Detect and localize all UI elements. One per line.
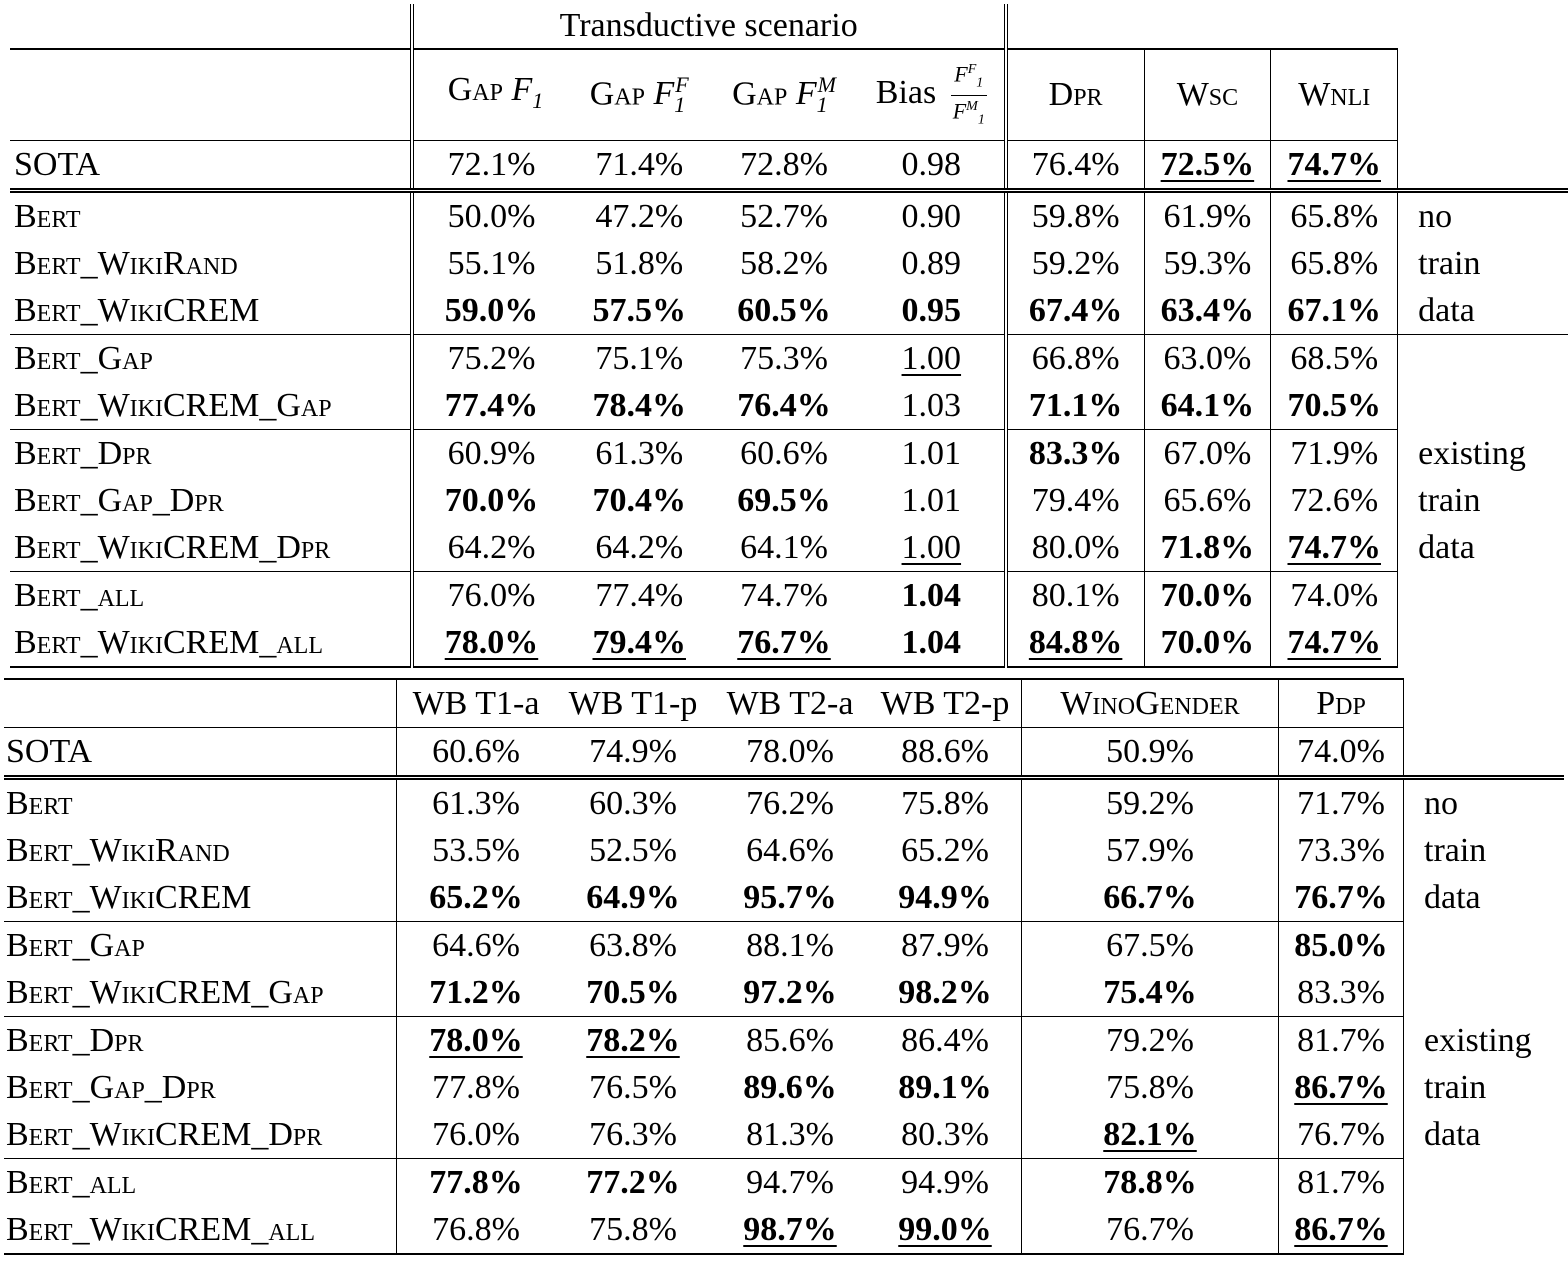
table-row [4, 874, 1564, 922]
table-row [10, 287, 1568, 335]
empty-cell [1398, 572, 1568, 620]
cell: 76.7% [709, 619, 859, 667]
header-gap-f1-male: Gap $F_1^M$ [709, 49, 859, 141]
cell: 75.1% [569, 335, 709, 383]
table-row [4, 1017, 1564, 1065]
cell: 59.2% [1022, 778, 1279, 828]
header-gap-f1: Gap $F_1$ [412, 49, 570, 141]
empty-cell [1398, 382, 1568, 430]
cell: 79.4% [569, 619, 709, 667]
table-row [4, 1064, 1564, 1111]
group-note: data [1418, 529, 1475, 567]
cell: 70.5% [586, 974, 680, 1011]
cell: 59.3% [1144, 240, 1271, 287]
table-row-sota [4, 728, 1564, 778]
empty-header-cell [1006, 4, 1398, 49]
table-row [4, 969, 1564, 1017]
cell: 64.2% [595, 529, 684, 567]
cell: 64.6% [397, 922, 556, 970]
cell: 59.0% [444, 292, 539, 330]
row-label: Bert_WikiCREM_all [4, 1206, 397, 1254]
cell: 75.8% [869, 778, 1022, 828]
cell: 86.7% [1279, 1064, 1404, 1111]
cell: 61.9% [1144, 191, 1271, 241]
row-label: Bert [10, 191, 412, 241]
header-dpr: Dpr [1006, 49, 1144, 141]
cell: 81.3% [746, 1116, 834, 1153]
cell: 76.7% [1022, 1206, 1279, 1254]
cell: 65.2% [869, 827, 1022, 874]
cell: 71.1% [1006, 382, 1144, 430]
cell: 94.9% [869, 1159, 1022, 1207]
cell: 74.0% [1279, 728, 1404, 778]
cell: 83.3% [1006, 430, 1144, 478]
cell: 75.3% [709, 335, 859, 383]
empty-cell [1404, 1206, 1565, 1254]
cell: 72.1% [412, 141, 570, 191]
row-label: Bert_WikiCREM_Dpr [4, 1111, 397, 1159]
cell: 59.2% [1006, 240, 1144, 287]
cell: 69.5% [737, 482, 831, 520]
cell: 53.5% [432, 832, 520, 869]
empty-cell [1404, 679, 1565, 728]
cell: 65.6% [1144, 477, 1271, 524]
cell: 76.8% [397, 1206, 556, 1254]
row-label: Bert_Dpr [4, 1017, 397, 1065]
row-label: Bert_WikiCREM_Gap [4, 969, 397, 1017]
row-label: SOTA [4, 728, 397, 778]
empty-cell [1398, 335, 1568, 383]
table-row [4, 1111, 1564, 1159]
cell: 64.6% [746, 832, 834, 869]
cell: 81.7% [1279, 1159, 1404, 1207]
cell: 80.0% [1006, 524, 1144, 572]
cell: 0.95 [859, 287, 1006, 335]
cell: 71.4% [569, 141, 709, 191]
group-note: data [1418, 292, 1475, 330]
cell: 83.3% [1279, 969, 1404, 1017]
group-note: no [1404, 778, 1565, 828]
empty-header-name [4, 679, 397, 728]
row-label: Bert_WikiCREM_Dpr [10, 524, 412, 572]
group-note: train [1418, 245, 1481, 283]
table-row [10, 619, 1568, 667]
cell: 66.8% [1006, 335, 1144, 383]
cell: 78.0% [711, 728, 869, 778]
cell: 76.0% [432, 1116, 520, 1153]
header-wb-t2a: WB T2-a [711, 679, 869, 728]
cell: 1.00 [859, 335, 1006, 383]
empty-cell [1404, 1159, 1565, 1207]
cell: 72.6% [1271, 477, 1398, 524]
header-wsc: Wsc [1144, 49, 1271, 141]
bias-fraction: $\frac{F^F_1}{F^M_1}$ [951, 59, 987, 131]
row-label: Bert_WikiRand [4, 827, 397, 874]
table-row [10, 240, 1568, 287]
cell: 50.0% [412, 191, 570, 241]
cell: 71.2% [429, 974, 523, 1011]
cell: 97.2% [743, 974, 837, 1011]
cell: 78.0% [397, 1017, 556, 1065]
table-row [10, 191, 1568, 241]
cell: 67.4% [1006, 287, 1144, 335]
table-row [10, 572, 1568, 620]
empty-cell [1398, 619, 1568, 667]
empty-cell [1404, 922, 1565, 970]
cell: 80.3% [869, 1111, 1022, 1159]
cell: 86.4% [869, 1017, 1022, 1065]
cell: 59.8% [1006, 191, 1144, 241]
results-table-other-benchmarks [4, 678, 1564, 1255]
row-label: Bert_Dpr [10, 430, 412, 478]
row-label: Bert_WikiRand [10, 240, 412, 287]
cell: 74.7% [709, 572, 859, 620]
cell: 76.7% [1279, 1111, 1404, 1159]
row-label: Bert [4, 778, 397, 828]
header-wnli: Wnli [1271, 49, 1398, 141]
cell: 1.03 [859, 382, 1006, 430]
table-row [4, 778, 1564, 828]
cell: 76.4% [737, 387, 831, 425]
group-note: train [1424, 1069, 1487, 1106]
cell: 74.7% [1271, 524, 1398, 572]
cell: 77.4% [444, 387, 539, 425]
table-row [4, 922, 1564, 970]
table-row [10, 335, 1568, 383]
table-row [10, 524, 1568, 572]
cell: 71.8% [1144, 524, 1271, 572]
cell: 64.9% [586, 879, 680, 916]
cell: 89.1% [869, 1064, 1022, 1111]
empty-cell [1398, 4, 1568, 49]
cell: 67.1% [1271, 287, 1398, 335]
cell: 74.0% [1271, 572, 1398, 620]
cell: 65.2% [429, 879, 523, 916]
scenario-title: Transductive scenario [559, 7, 858, 44]
cell: 67.0% [1144, 430, 1271, 478]
cell: 50.9% [1022, 728, 1279, 778]
cell: 99.0% [869, 1206, 1022, 1254]
cell: 87.9% [869, 922, 1022, 970]
cell: 65.8% [1271, 240, 1398, 287]
cell: 77.4% [569, 572, 709, 620]
cell: 76.3% [589, 1116, 677, 1153]
cell: 75.8% [1022, 1064, 1279, 1111]
row-label: Bert_all [10, 572, 412, 620]
cell: 76.2% [711, 778, 869, 828]
cell: 89.6% [743, 1069, 837, 1106]
cell: 57.9% [1022, 827, 1279, 874]
cell: 80.1% [1006, 572, 1144, 620]
cell: 63.8% [555, 922, 711, 970]
row-label: Bert_WikiCREM_Gap [10, 382, 412, 430]
group-note: train [1418, 482, 1481, 520]
table-row-sota [10, 141, 1568, 191]
cell: 98.2% [869, 969, 1022, 1017]
cell: 0.89 [859, 240, 1006, 287]
cell: 70.5% [1271, 382, 1398, 430]
cell: 70.0% [1144, 572, 1271, 620]
cell: 76.7% [1279, 874, 1404, 922]
cell: 63.0% [1144, 335, 1271, 383]
table-row [4, 1159, 1564, 1207]
cell: 94.9% [869, 874, 1022, 922]
cell: 98.7% [711, 1206, 869, 1254]
cell: 85.6% [711, 1017, 869, 1065]
row-label: Bert_all [4, 1159, 397, 1207]
header-winogender: WinoGender [1022, 679, 1279, 728]
table-row [4, 827, 1564, 874]
header-pdp: Pdp [1279, 679, 1404, 728]
row-label: SOTA [10, 141, 412, 191]
cell: 78.4% [592, 387, 686, 425]
row-label: Bert_WikiCREM [10, 287, 412, 335]
row-label: Bert_WikiCREM [4, 874, 397, 922]
cell: 57.5% [592, 292, 686, 330]
row-label: Bert_Gap [4, 922, 397, 970]
cell: 76.5% [589, 1069, 677, 1106]
cell: 74.9% [555, 728, 711, 778]
cell: 78.8% [1022, 1159, 1279, 1207]
table-row [10, 477, 1568, 524]
cell: 0.98 [859, 141, 1006, 191]
results-table-transductive [10, 4, 1568, 668]
group-note: data [1424, 879, 1481, 917]
cell: 1.04 [859, 572, 1006, 620]
cell: 75.2% [412, 335, 570, 383]
cell: 78.0% [412, 619, 570, 667]
row-label: Bert_Gap_Dpr [10, 477, 412, 524]
group-note: existing [1418, 434, 1526, 472]
cell: 60.6% [709, 430, 859, 478]
cell: 1.01 [859, 430, 1006, 478]
table-row [10, 430, 1568, 478]
header-wb-t2p: WB T2-p [869, 679, 1022, 728]
empty-cell [1404, 728, 1565, 778]
empty-cell [1404, 969, 1565, 1017]
cell: 77.8% [397, 1159, 556, 1207]
cell: 74.7% [1271, 619, 1398, 667]
cell: 77.2% [555, 1159, 711, 1207]
cell: 85.0% [1279, 922, 1404, 970]
cell: 77.8% [432, 1069, 520, 1106]
cell: 1.04 [859, 619, 1006, 667]
row-label: Bert_Gap [10, 335, 412, 383]
cell: 60.3% [555, 778, 711, 828]
group-note: train [1424, 832, 1487, 869]
empty-header-name [10, 49, 412, 141]
cell: 70.0% [1144, 619, 1271, 667]
cell: 47.2% [569, 191, 709, 241]
cell: 70.4% [592, 482, 686, 520]
cell: 79.2% [1022, 1017, 1279, 1065]
cell: 70.0% [444, 482, 539, 520]
empty-cell [1398, 49, 1568, 141]
cell: 72.8% [709, 141, 859, 191]
cell: 55.1% [447, 245, 536, 283]
cell: 73.3% [1279, 827, 1404, 874]
cell: 61.3% [397, 778, 556, 828]
cell: 81.7% [1279, 1017, 1404, 1065]
group-note: existing [1424, 1021, 1532, 1059]
header-gap-f1-female: Gap $F_1^F$ [569, 49, 709, 141]
cell: 95.7% [743, 879, 837, 916]
cell: 79.4% [1006, 477, 1144, 524]
cell: 94.7% [711, 1159, 869, 1207]
cell: 64.1% [1144, 382, 1271, 430]
cell: 60.6% [397, 728, 556, 778]
cell: 82.1% [1022, 1111, 1279, 1159]
row-label: Bert_WikiCREM_all [10, 619, 412, 667]
cell: 66.7% [1022, 874, 1279, 922]
cell: 60.5% [737, 292, 831, 330]
cell: 64.2% [447, 529, 536, 567]
cell: 52.5% [589, 832, 677, 869]
cell: 64.1% [740, 529, 828, 567]
cell: 86.7% [1279, 1206, 1404, 1254]
cell: 75.4% [1022, 969, 1279, 1017]
header-bias: Bias $\frac{F^F_1}{F^M_1}$ [859, 49, 1006, 141]
cell: 74.7% [1271, 141, 1398, 191]
row-label: Bert_Gap_Dpr [4, 1064, 397, 1111]
group-note: data [1424, 1116, 1481, 1154]
cell: 51.8% [595, 245, 684, 283]
cell: 71.9% [1271, 430, 1398, 478]
header-wb-t1a: WB T1-a [397, 679, 556, 728]
cell: 60.9% [412, 430, 570, 478]
group-note: no [1398, 191, 1568, 241]
cell: 71.7% [1279, 778, 1404, 828]
cell: 68.5% [1271, 335, 1398, 383]
cell: 67.5% [1022, 922, 1279, 970]
cell: 1.01 [859, 477, 1006, 524]
empty-corner [10, 4, 412, 49]
cell: 61.3% [569, 430, 709, 478]
cell: 63.4% [1144, 287, 1271, 335]
cell: 76.0% [412, 572, 570, 620]
cell: 76.4% [1006, 141, 1144, 191]
cell: 75.8% [555, 1206, 711, 1254]
cell: 52.7% [709, 191, 859, 241]
header-wb-t1p: WB T1-p [555, 679, 711, 728]
cell: 0.90 [859, 191, 1006, 241]
table-row [10, 382, 1568, 430]
cell: 65.8% [1271, 191, 1398, 241]
cell: 72.5% [1144, 141, 1271, 191]
cell: 88.6% [869, 728, 1022, 778]
empty-cell [1398, 141, 1568, 191]
cell: 1.00 [859, 524, 1006, 572]
table-row [4, 1206, 1564, 1254]
cell: 58.2% [740, 245, 828, 283]
cell: 78.2% [555, 1017, 711, 1065]
cell: 84.8% [1006, 619, 1144, 667]
cell: 88.1% [711, 922, 869, 970]
